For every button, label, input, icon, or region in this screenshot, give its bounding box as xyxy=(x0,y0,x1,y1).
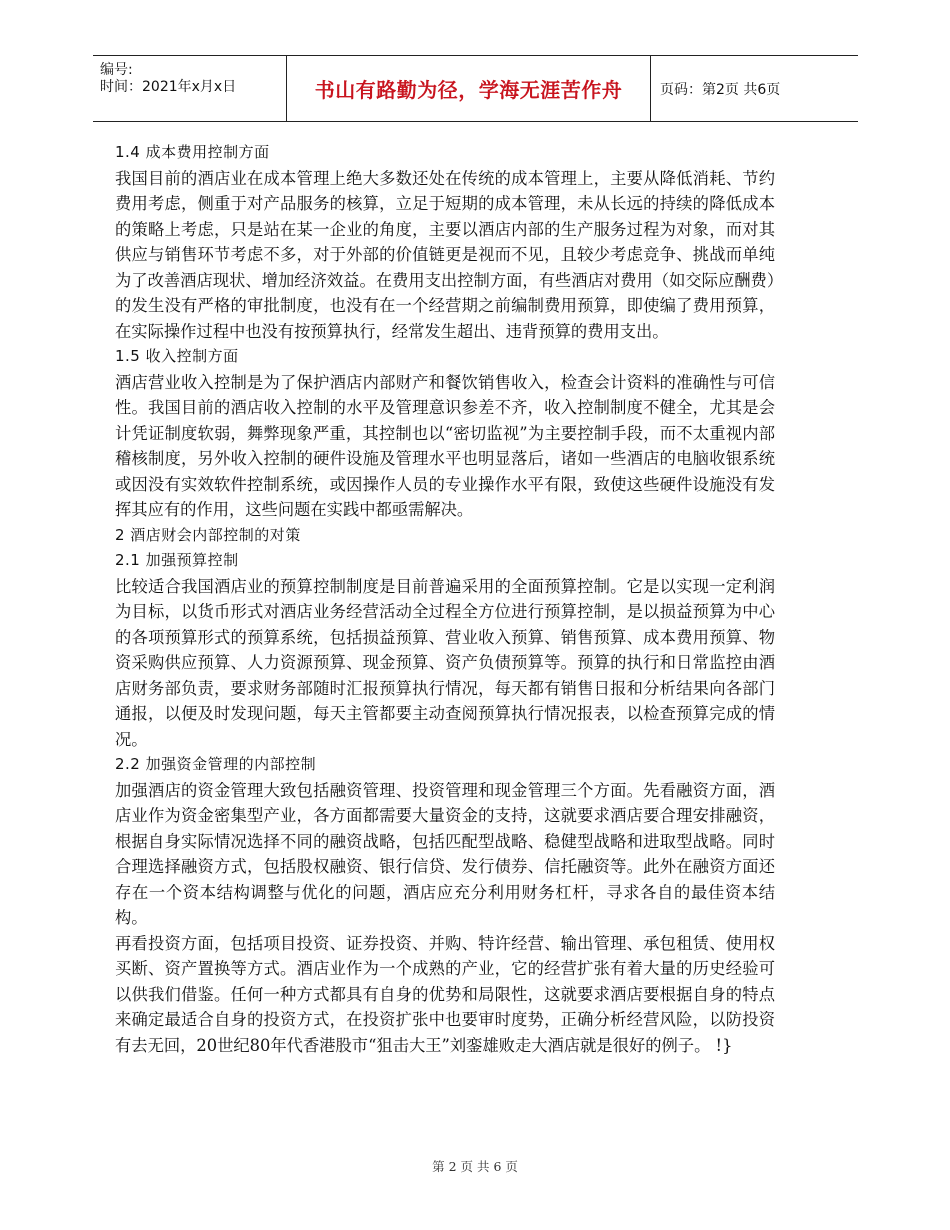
paragraph-revenue-control: 酒店营业收入控制是为了保护酒店内部财产和餐饮销售收入，检查会计资料的准确性与可信性。我国目前的酒店收入控制的水平及管理意识参差不齐，收入控制制度不健全，尤其是会计凭证制度软弱，舞弊现象严重，其控制也以“密切监视”为主要控制手段，而不太重视内部稽核制度，另外收入控制的硬件设施及管理水平也明显落后，诸如一些酒店的电脑收银系统或因没有实效软件控制系统，或因操作人员的专业操作水平有限，致使这些硬件设施没有发挥其应有的作用，这些问题在实践中都亟需解决。 xyxy=(115,372,775,519)
header-motto: 书山有路勤为径，学海无涯苦作舟 xyxy=(314,78,623,102)
paragraph-investment: 再看投资方面，包括项目投资、证券投资、并购、特许经营、输出管理、承包租赁、使用权买断、资产置换等方式。酒店业作为一个成熟的产业，它的经营扩张有着大量的历史经验可以供我们借鉴。任何一种方式都具有自身的优势和局限性，这就要求酒店要根据自身的特点来确定最适合自身的投资方式，在投资扩张中也要审时度势，正确分析经营风险，以防投资有去无回，20世纪80年代香港股市“狙击大王”刘銮雄败走大酒店就是很好的例子。 !} xyxy=(115,933,775,1055)
header-divider-right xyxy=(650,55,651,122)
header-meta xyxy=(100,62,286,96)
document-number-label: 编号: xyxy=(100,62,133,78)
document-time: 时间：2021年x月x日 xyxy=(100,79,237,95)
page-footer: 第 2 页 共 6 页 xyxy=(432,1159,518,1174)
paragraph-budget-control: 比较适合我国酒店业的预算控制制度是目前普遍采用的全面预算控制。它是以实现一定利润为目标，以货币形式对酒店业务经营活动全过程全方位进行预算控制，是以损益预算为中心的各项预算形式的预算系统，包括损益预算、营业收入预算、销售预算、成本费用预算、物资采购供应预算、人力资源预算、现金预算、资产负债预算等。预算的执行和日常监控由酒店财务部负责，要求财务部随时汇报预算执行情况，每天都有销售日报和分析结果向各部门通报，以便及时发现问题，每天主管都要主动查阅预算执行情况报表，以检查预算完成的情况。 xyxy=(115,576,775,749)
section-heading-1-4: 1.4 成本费用控制方面 xyxy=(115,143,270,161)
header-page-info: 页码：第2页 共6页 xyxy=(660,81,781,98)
section-heading-2-2: 2.2 加强资金管理的内部控制 xyxy=(115,755,317,773)
section-heading-2-1: 2.1 加强预算控制 xyxy=(115,551,239,569)
paragraph-cost-control: 我国目前的酒店业在成本管理上绝大多数还处在传统的成本管理上，主要从降低消耗、节约费用考虑，侧重于对产品服务的核算，立足于短期的成本管理，未从长远的持续的降低成本的策略上考虑，只是站在某一企业的角度，主要以酒店内部的生产服务过程为对象，而对其供应与销售环节考虑不多，对于外部的价值链更是视而不见，且较少考虑竞争、挑战而单纯为了改善酒店现状、增加经济效益。在费用支出控制方面，有些酒店对费用（如交际应酬费）的发生没有严格的审批制度，也没有在一个经营期之前编制费用预算，即使编了费用预算，在实际操作过程中也没有按预算执行，经常发生超出、违背预算的费用支出。 xyxy=(115,168,775,341)
document-body xyxy=(115,140,775,1058)
section-heading-1-5: 1.5 收入控制方面 xyxy=(115,347,239,365)
section-heading-2: 2 酒店财会内部控制的对策 xyxy=(115,525,301,544)
paragraph-financing: 加强酒店的资金管理大致包括融资管理、投资管理和现金管理三个方面。先看融资方面，酒店业作为资金密集型产业，各方面都需要大量资金的支持，这就要求酒店要合理安排融资，根据自身实际情况选择不同的融资战略，包括匹配型战略、稳健型战略和进取型战略。同时合理选择融资方式，包括股权融资、银行信贷、发行债券、信托融资等。此外在融资方面还存在一个资本结构调整与优化的问题，酒店应充分利用财务杠杆，寻求各自的最佳资本结构。 xyxy=(115,780,775,927)
